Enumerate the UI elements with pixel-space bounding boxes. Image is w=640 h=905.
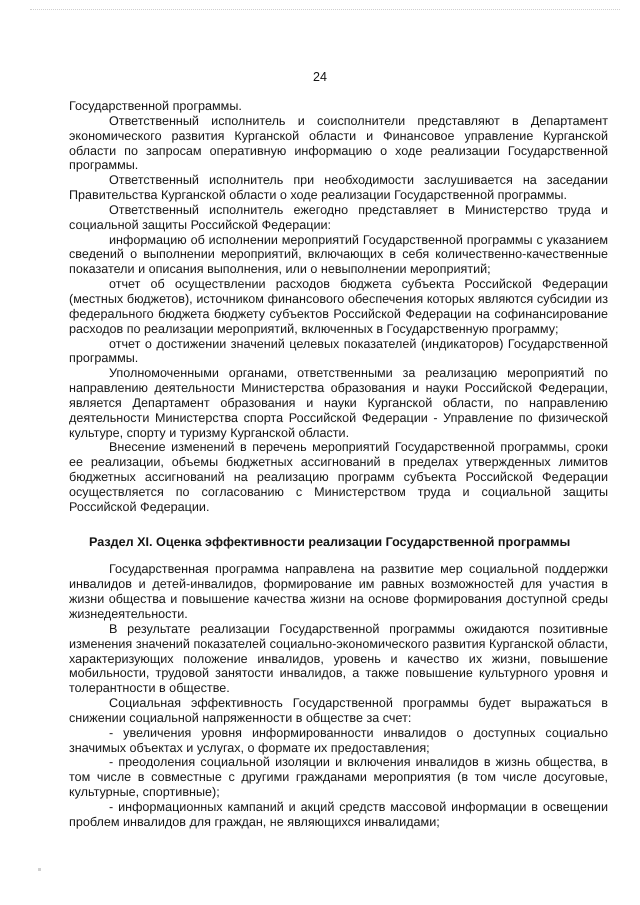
paragraph-annual-report: Ответственный исполнитель ежегодно представляет в Министерство труда и социальной защиты Российской Федерации: <box>69 202 608 232</box>
list-item-media-campaigns: - информационных кампаний и акций средств массовой информации в освещении проблем инвалидов для граждан, не являющихся инвалидами; <box>69 799 608 829</box>
list-item-awareness: - увеличения уровня информированности инвалидов о доступных социально значимых объектах и услугах, о формате их предоставления; <box>69 725 608 755</box>
paragraph-report-item-indicators: отчет о достижении значений целевых показателей (индикаторов) Государственной программы. <box>69 336 608 366</box>
paragraph-report-item-execution: информацию об исполнении мероприятий Государственной программы с указанием сведений о выполнении мероприятий, включающих в себя количественно-качественные показатели и описания выполнения, или о невыполнении мероприятий; <box>69 232 608 277</box>
paragraph-report-item-expenses: отчет об осуществлении расходов бюджета субъекта Российской Федерации (местных бюджетов), источником финансового обеспечения которых являются субсидии из федерального бюджета бюджету субъектов Российской Федерации на софинансирование расходов по реализации мероприятий, включенных в Государственную программу; <box>69 277 608 336</box>
scan-border-top <box>30 9 620 12</box>
section-efficiency <box>69 562 608 829</box>
document-body <box>69 99 608 830</box>
paragraph-amendments: Внесение изменений в перечень мероприятий Государственной программы, сроки ее реализации, объемы бюджетных ассигнований в пределах утвержденных лимитов бюджетных ассигнований на реализацию программ субъекта Российской Федерации осуществляется по согласованию с Министерством труда и социальной защиты Российской Федерации. <box>69 440 608 514</box>
scan-mark <box>38 868 41 871</box>
paragraph-expected-changes: В результате реализации Государственной программы ожидаются позитивные изменения значений показателей социально-экономического развития Курганской области, характеризующих положение инвалидов, уровень и качество их жизни, повышение мобильности, трудовой занятости инвалидов, а также повышение культурного уровня и толерантности в обществе. <box>69 621 608 696</box>
paragraph-government-hearing: Ответственный исполнитель при необходимости заслушивается на заседании Правительства Курганской области о ходе реализации Государственной программы. <box>69 173 608 203</box>
paragraph-reporting-departments: Ответственный исполнитель и соисполнители представляют в Департамент экономического развития Курганской области и Финансовое управление Курганской области по запросам оперативную информацию о ходе реализации Государственной программы. <box>69 113 608 173</box>
page-number: 24 <box>313 70 327 84</box>
section-heading: Раздел XI. Оценка эффективности реализации Государственной программы <box>89 534 571 549</box>
list-item-social-isolation: - преодоления социальной изоляции и включения инвалидов в жизнь общества, в том числе в совместные с другими гражданами мероприятия (в том числе досуговые, культурные, спортивные); <box>69 755 608 800</box>
paragraph-social-efficiency: Социальная эффективность Государственной программы будет выражаться в снижении социальной напряженности в обществе за счет: <box>69 696 608 725</box>
paragraph-authorized-bodies: Уполномоченными органами, ответственными за реализацию мероприятий по направлению деятельности Министерства образования и науки Российской Федерации, является Департамент образования и науки Курганской области, по направлению деятельности Министерства спорта Российской Федерации - Управление по физической культуре, спорту и туризму Курганской области. <box>69 366 608 440</box>
paragraph-program-aim: Государственная программа направлена на развитие мер социальной поддержки инвалидов и детей-инвалидов, формирование им равных возможностей для участия в жизни общества и повышение качества жизни на основе формирования доступной среды жизнедеятельности. <box>69 562 608 621</box>
paragraph-continuation: Государственной программы. <box>69 99 242 113</box>
